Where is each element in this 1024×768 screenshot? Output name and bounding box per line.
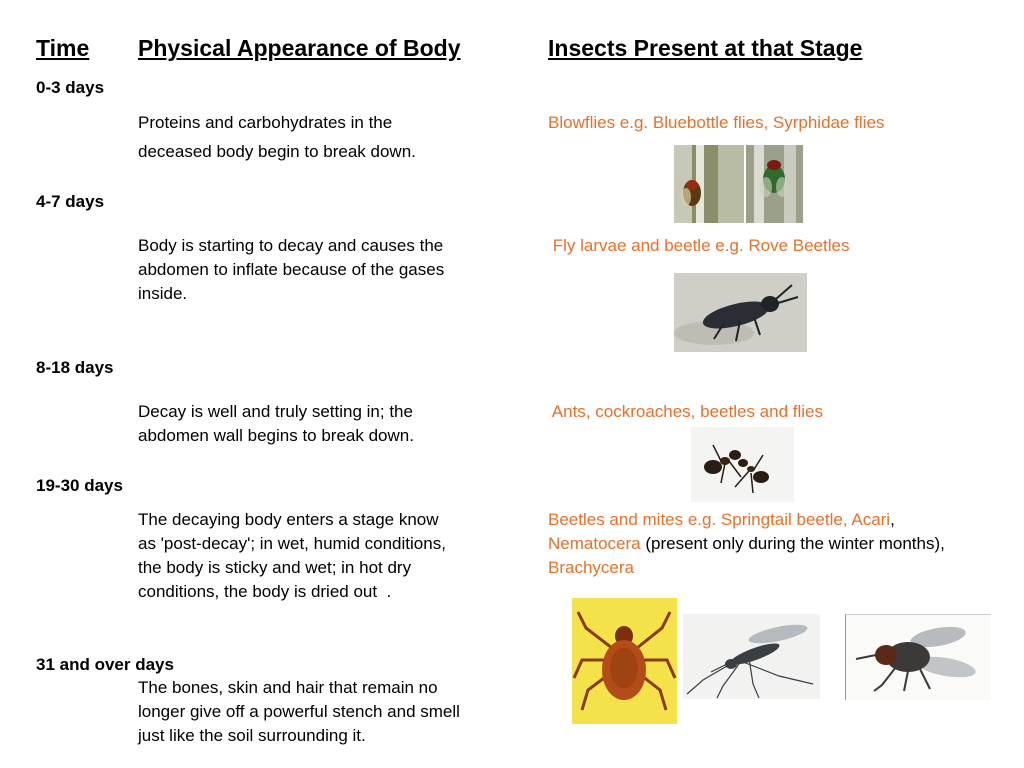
insect-names: Beetles and mites e.g. Springtail beetle, Acari (548, 510, 891, 529)
insect-separator: , (890, 510, 895, 529)
mite-photo (572, 598, 677, 724)
description-line: Proteins and carbohydrates in the (138, 113, 393, 132)
blowfly-image (674, 145, 744, 223)
description-line: the body is sticky and wet; in hot dry (138, 558, 412, 577)
mite-image (572, 598, 677, 724)
fly-image (846, 615, 991, 700)
stage-time: 8-18 days (36, 358, 114, 377)
description-line: abdomen wall begins to break down. (138, 426, 414, 445)
description-line: The decaying body enters a stage know (138, 510, 439, 529)
stage-description (138, 111, 416, 164)
stage-time: 4-7 days (36, 192, 105, 211)
ants-image (691, 427, 794, 502)
stage-insects: Ants, cockroaches, beetles and flies (548, 402, 823, 421)
insect-names: Nematocera (548, 534, 641, 553)
description-line: just like the soil surrounding it. (138, 726, 366, 745)
description-line: The bones, skin and hair that remain no (138, 678, 438, 697)
insect-names: Brachycera (548, 558, 634, 577)
mosquito-image (683, 614, 820, 699)
description-line: as 'post-decay'; in wet, humid conditions, (138, 534, 446, 553)
insect-note: (present only during the winter months), (640, 534, 945, 553)
stage-time: 31 and over days (36, 655, 174, 674)
header-time: Time (36, 35, 90, 61)
rove-beetle-photo (674, 273, 807, 352)
description-line: inside. (138, 284, 188, 303)
header-appearance: Physical Appearance of Body (138, 35, 461, 61)
stage-description (138, 400, 414, 448)
description-line: Body is starting to decay and causes the (138, 236, 444, 255)
stage-description (138, 234, 444, 306)
bluebottle-fly-photo (746, 145, 803, 223)
stage-insects: Fly larvae and beetle e.g. Rove Beetles (548, 236, 850, 255)
stage-description (138, 508, 446, 604)
description-line: abdomen to inflate because of the gases (138, 260, 445, 279)
stage-insects (548, 508, 1018, 580)
description-line: deceased body begin to break down. (138, 142, 416, 161)
mosquito-photo (683, 614, 820, 699)
stage-time: 0-3 days (36, 78, 105, 97)
blowfly-photo (674, 145, 744, 223)
bluebottle-fly-image (746, 145, 803, 223)
ants-photo (691, 427, 794, 502)
fly-photo (845, 614, 991, 700)
description-line: Decay is well and truly setting in; the (138, 402, 413, 421)
rove-beetle-image (674, 273, 807, 352)
stage-insects: Blowflies e.g. Bluebottle flies, Syrphidae flies (548, 113, 885, 132)
stage-time: 19-30 days (36, 476, 123, 495)
description-line: longer give off a powerful stench and smell (138, 702, 460, 721)
stage-description (138, 676, 460, 748)
description-line: conditions, the body is dried out . (138, 582, 392, 601)
header-insects: Insects Present at that Stage (548, 35, 863, 61)
